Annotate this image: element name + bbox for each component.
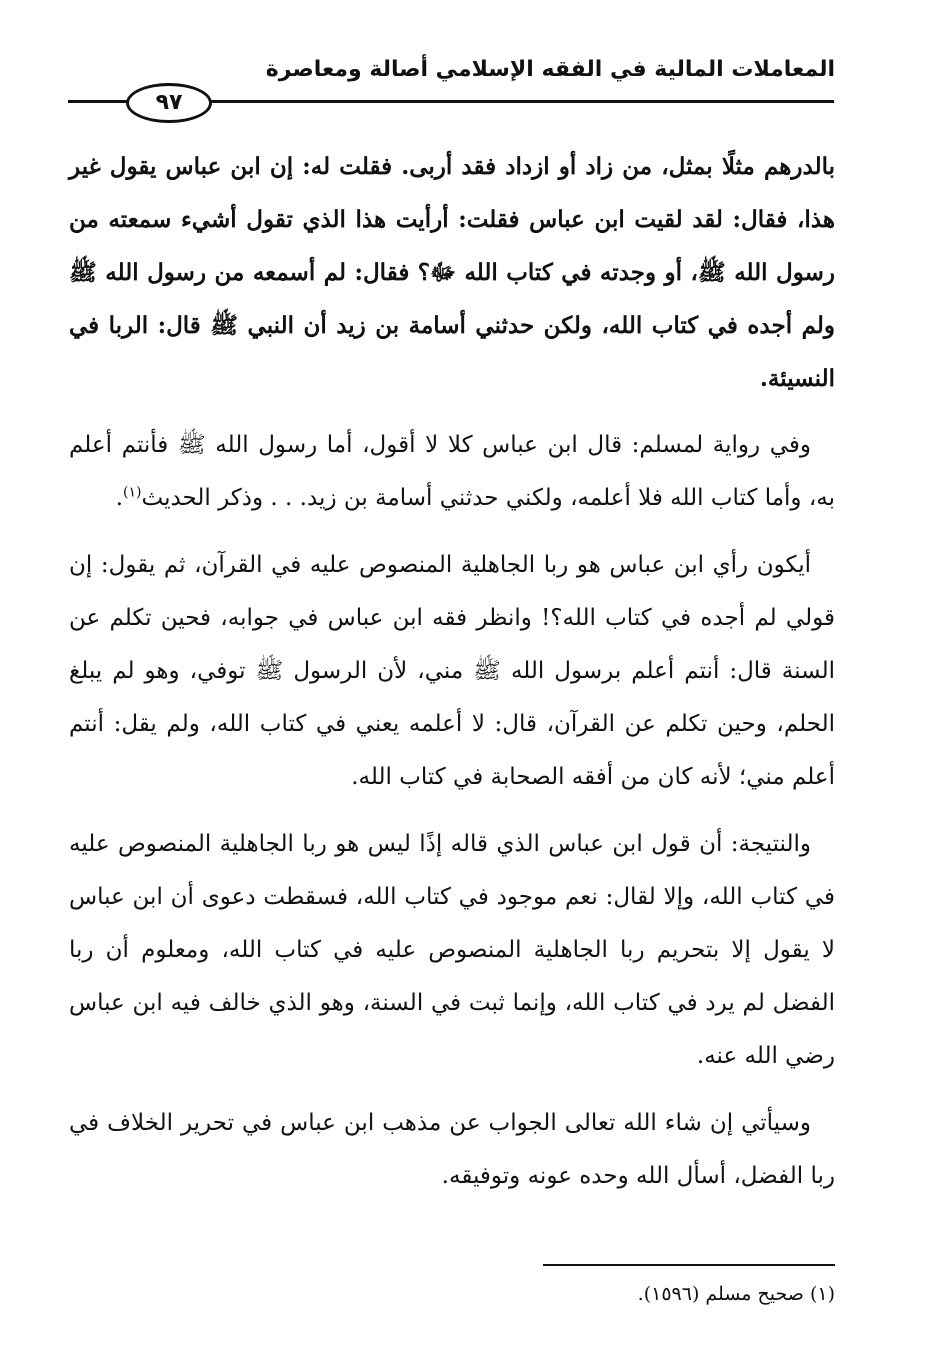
paragraph-2-text: وفي رواية لمسلم: قال ابن عباس كلا لا أقول، أما رسول الله ﷺ فأنتم أعلم به، وأما كتاب الله فلا أعلمه، ولكني حدثني أسامة بن زيد. . . وذكر الحديث: [69, 432, 835, 511]
footnote-text: صحيح مسلم (١٥٩٦).: [637, 1283, 804, 1305]
running-title: المعاملات المالية في الفقه الإسلامي أصالة ومعاصرة: [265, 57, 835, 82]
page-number: ٩٧: [155, 90, 183, 115]
footnote-rule: [543, 1264, 835, 1266]
running-header: [95, 50, 835, 90]
paragraph-2-end: .: [115, 485, 124, 511]
page-number-oval: [126, 83, 212, 123]
footnote-marker: (١): [809, 1283, 835, 1305]
paragraph-5: وسيأتي إن شاء الله تعالى الجواب عن مذهب ابن عباس في تحرير الخلاف في ربا الفضل، أسأل الله وحده عونه وتوفيقه.: [69, 1110, 835, 1189]
body-text: [69, 140, 835, 1217]
footnote-reference[interactable]: (١): [123, 484, 142, 501]
paragraph-3: أيكون رأي ابن عباس هو ربا الجاهلية المنصوص عليه في القرآن، ثم يقول: إن قولي لم أجده في كتاب الله؟! وانظر فقه ابن عباس في جوابه، فحين تكلم عن السنة قال: أنتم أعلم برسول الله ﷺ مني، لأن الرسول ﷺ توفي، وهو لم يبلغ الحلم، وحين تكلم عن القرآن، قال: لا أعلمه يعني في كتاب الله، ولم يقل: أنتم أعلم مني؛ لأنه كان من أفقه الصحابة في كتاب الله.: [69, 552, 835, 790]
paragraph-4: والنتيجة: أن قول ابن عباس الذي قاله إذًا ليس هو ربا الجاهلية المنصوص عليه في كتاب الله، وإلا لقال: نعم موجود في كتاب الله، فسقطت دعوى أن ابن عباس لا يقول إلا بتحريم ربا الجاهلية المنصوص عليه في كتاب الله، ومعلوم أن ربا الفضل لم يرد في كتاب الله، وإنما ثبت في السنة، وهو الذي خالف فيه ابن عباس رضي الله عنه.: [69, 831, 835, 1069]
footnote-1: [69, 1276, 835, 1312]
paragraph-1: بالدرهم مثلًا بمثل، من زاد أو ازداد فقد أربى. فقلت له: إن ابن عباس يقول غير هذا، فقال: لقد لقيت ابن عباس فقلت: أرأيت هذا الذي تقول أشيء سمعته من رسول الله ﷺ، أو وجدته في كتاب الله ﷻ؟ فقال: لم أسمعه من رسول الله ﷺ ولم أجده في كتاب الله، ولكن حدثني أسامة بن زيد أن النبي ﷺ قال: الربا في النسيئة.: [69, 153, 835, 392]
paragraph-2: [69, 419, 835, 525]
